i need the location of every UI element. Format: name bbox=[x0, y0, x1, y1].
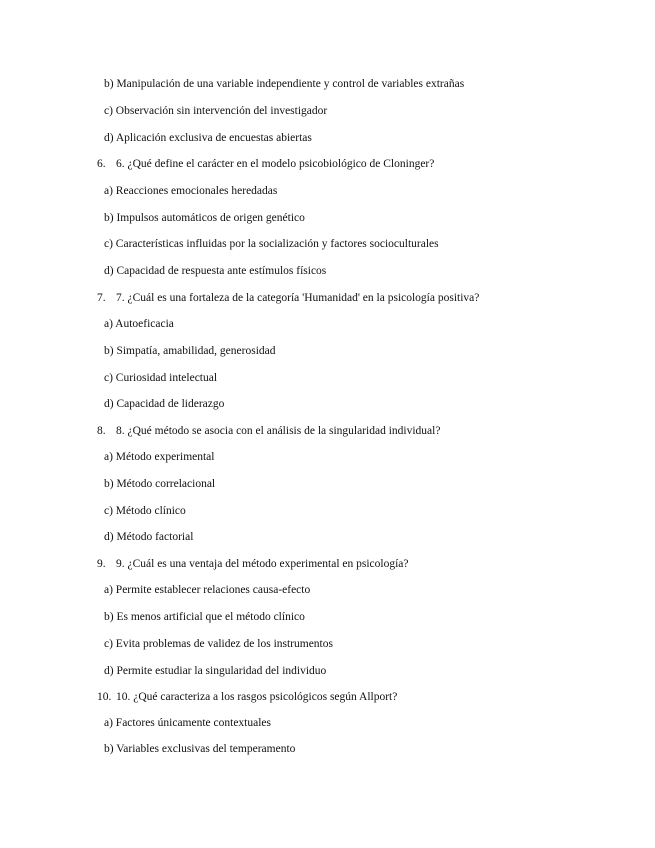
question-number: 9. bbox=[97, 558, 106, 570]
answer-option: b) Impulsos automáticos de origen genético bbox=[104, 212, 305, 224]
answer-option: a) Reacciones emocionales heredadas bbox=[104, 185, 278, 197]
answer-option: a) Permite establecer relaciones causa-efecto bbox=[104, 584, 311, 596]
answer-option: c) Características influidas por la socialización y factores socioculturales bbox=[104, 238, 439, 250]
answer-option: d) Permite estudiar la singularidad del individuo bbox=[104, 665, 327, 677]
answer-option: a) Factores únicamente contextuales bbox=[104, 717, 271, 729]
question-number: 10. bbox=[97, 691, 112, 703]
answer-option: c) Observación sin intervención del investigador bbox=[104, 105, 328, 117]
answer-option: a) Método experimental bbox=[104, 451, 215, 463]
question-text: 6. ¿Qué define el carácter en el modelo psicobiológico de Cloninger? bbox=[116, 158, 435, 170]
answer-option: a) Autoeficacia bbox=[104, 318, 174, 330]
answer-option: d) Aplicación exclusiva de encuestas abiertas bbox=[104, 132, 312, 144]
answer-option: b) Método correlacional bbox=[104, 478, 216, 490]
question-number: 7. bbox=[97, 292, 106, 304]
answer-option: d) Capacidad de respuesta ante estímulos físicos bbox=[104, 265, 327, 277]
question-number: 8. bbox=[97, 425, 106, 437]
answer-option: c) Método clínico bbox=[104, 505, 186, 517]
question-text: 8. ¿Qué método se asocia con el análisis de la singularidad individual? bbox=[116, 425, 441, 437]
question-text: 9. ¿Cuál es una ventaja del método experimental en psicología? bbox=[116, 558, 409, 570]
answer-option: b) Es menos artificial que el método clínico bbox=[104, 611, 305, 623]
answer-option: b) Variables exclusivas del temperamento bbox=[104, 743, 296, 755]
question-text: 10. ¿Qué caracteriza a los rasgos psicológicos según Allport? bbox=[116, 691, 398, 703]
answer-option: b) Simpatía, amabilidad, generosidad bbox=[104, 345, 276, 357]
answer-option: c) Evita problemas de validez de los instrumentos bbox=[104, 638, 333, 650]
question-number: 6. bbox=[97, 158, 106, 170]
answer-option: b) Manipulación de una variable independiente y control de variables extrañas bbox=[104, 78, 465, 90]
answer-option: d) Capacidad de liderazgo bbox=[104, 398, 225, 410]
question-text: 7. ¿Cuál es una fortaleza de la categoría 'Humanidad' en la psicología positiva? bbox=[116, 292, 480, 304]
answer-option: c) Curiosidad intelectual bbox=[104, 372, 218, 384]
answer-option: d) Método factorial bbox=[104, 531, 194, 543]
